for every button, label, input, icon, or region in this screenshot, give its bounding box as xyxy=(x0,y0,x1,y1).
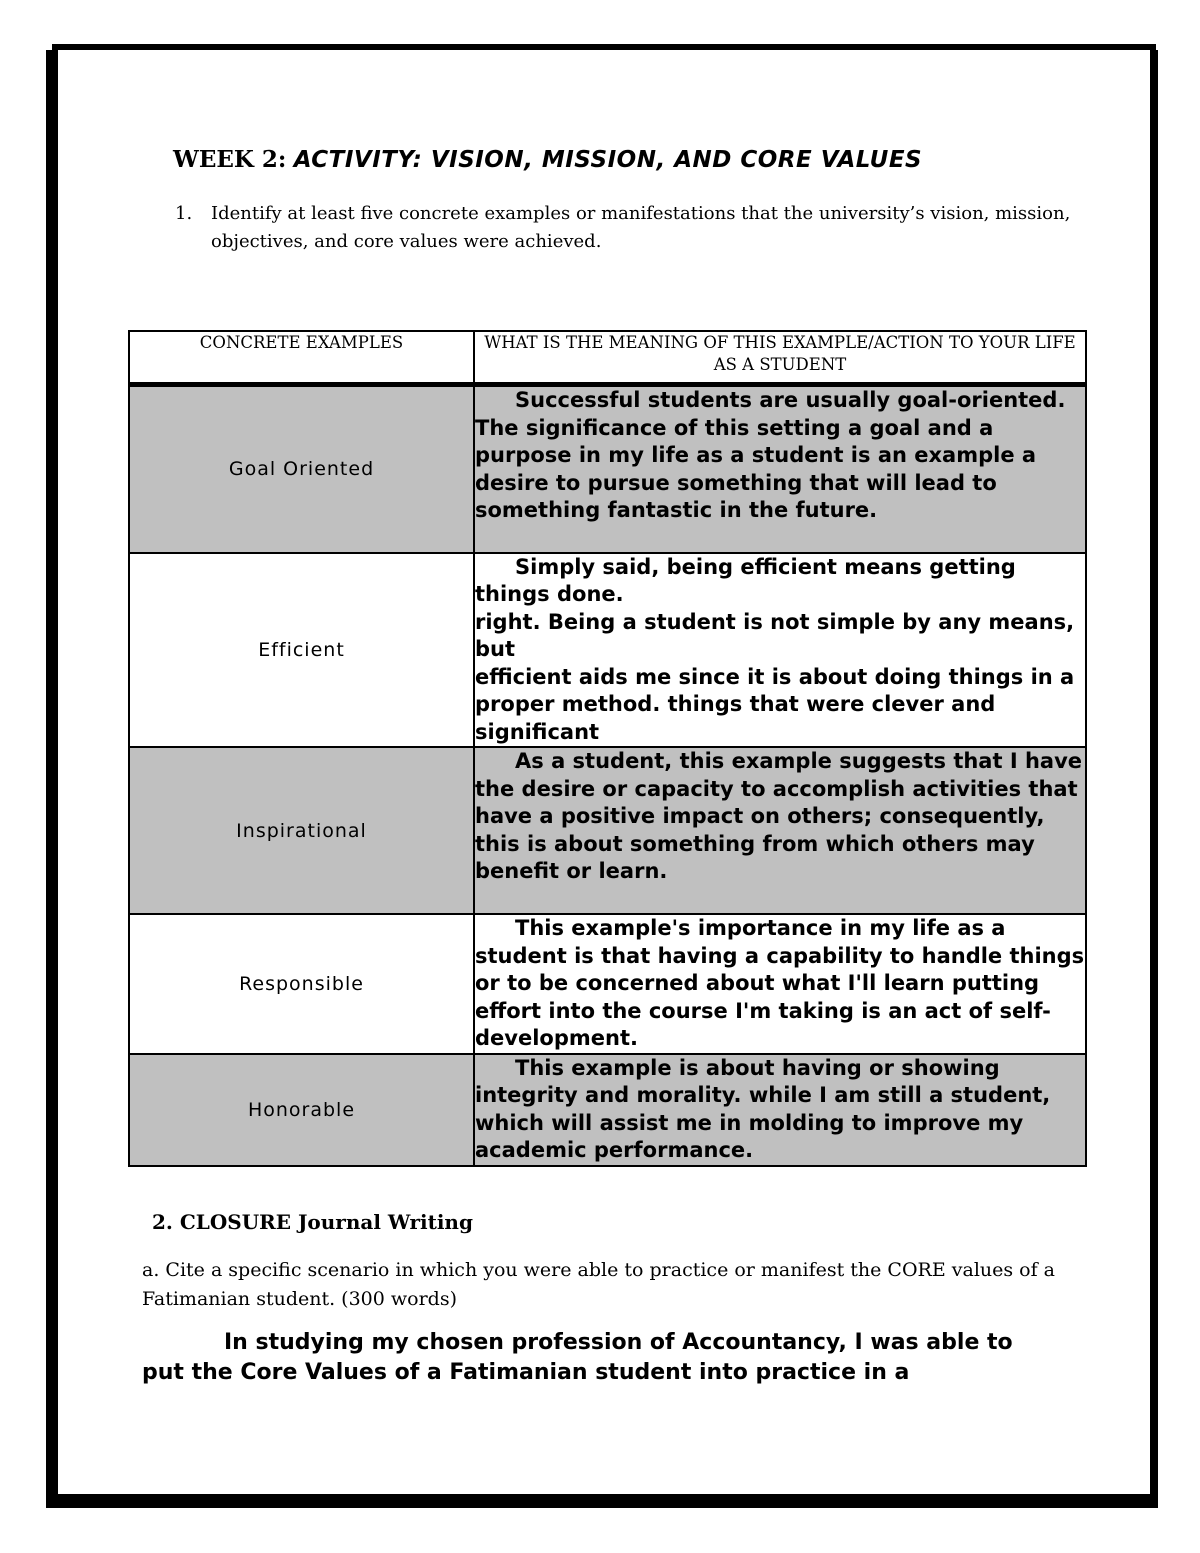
closure-prompt: a. Cite a specific scenario in which you were able to practice or manifest the CORE values of a Fatimanian student. (300 words) xyxy=(142,1259,1056,1310)
meaning-line: efficient aids me since it is about doing things in a proper method. things that were clever and significant xyxy=(475,664,1075,744)
question-1 xyxy=(175,200,1095,256)
meaning-text: This example's importance in my life as a student is that having a capability to handle things or to be concerned about what I'll learn putting effort into the course I'm taking is an act of self-development. xyxy=(475,916,1085,1050)
answer-text: In studying my chosen profession of Accountancy, I was able to put the Core Values of a Fatimanian student into practice in a xyxy=(142,1330,1013,1385)
core-values-table xyxy=(128,330,1087,1167)
table-row xyxy=(129,747,1086,914)
meaning-text: This example is about having or showing integrity and morality. while I am still a student, which will assist me in molding to improve my academic performance. xyxy=(475,1055,1051,1162)
header-concrete-examples: CONCRETE EXAMPLES xyxy=(129,331,474,385)
meaning-text: Successful students are usually goal-oriented. The significance of this setting a goal and a purpose in my life as a student is an example a desire to pursue something that will lead to something fantastic in the future. xyxy=(475,388,1066,522)
closure-answer xyxy=(142,1328,1062,1388)
week-label: WEEK 2: xyxy=(173,146,287,173)
table-row xyxy=(129,553,1086,748)
table-row xyxy=(129,385,1086,553)
meaning-cell xyxy=(474,914,1086,1054)
meaning-line: Simply said, being efficient means getting things done. xyxy=(475,554,1016,606)
meaning-cell xyxy=(474,1054,1086,1166)
table-row xyxy=(129,1054,1086,1166)
header-meaning: WHAT IS THE MEANING OF THIS EXAMPLE/ACTION TO YOUR LIFE AS A STUDENT xyxy=(474,331,1086,385)
activity-title: ACTIVITY: VISION, MISSION, AND CORE VALUES xyxy=(293,147,923,173)
example-cell: Inspirational xyxy=(129,747,474,914)
table-header-row xyxy=(129,331,1086,385)
closure-heading: 2. CLOSURE Journal Writing xyxy=(152,1210,473,1234)
meaning-cell xyxy=(474,747,1086,914)
example-cell: Goal Oriented xyxy=(129,385,474,553)
question-number: 1. xyxy=(175,203,193,224)
table-row xyxy=(129,914,1086,1054)
meaning-cell xyxy=(474,553,1086,748)
meaning-text: As a student, this example suggests that I have the desire or capacity to accomplish activities that have a positive impact on others; consequently, this is about something from which others may benefit or learn. xyxy=(475,749,1082,883)
page-title xyxy=(173,146,922,173)
meaning-cell xyxy=(474,385,1086,553)
example-cell: Responsible xyxy=(129,914,474,1054)
example-cell: Honorable xyxy=(129,1054,474,1166)
meaning-line: right. Being a student is not simple by any means, but xyxy=(475,609,1075,661)
question-text: Identify at least five concrete examples or manifestations that the university’s vision, mission, objectives, and core values were achieved. xyxy=(211,203,1071,252)
example-cell: Efficient xyxy=(129,553,474,748)
